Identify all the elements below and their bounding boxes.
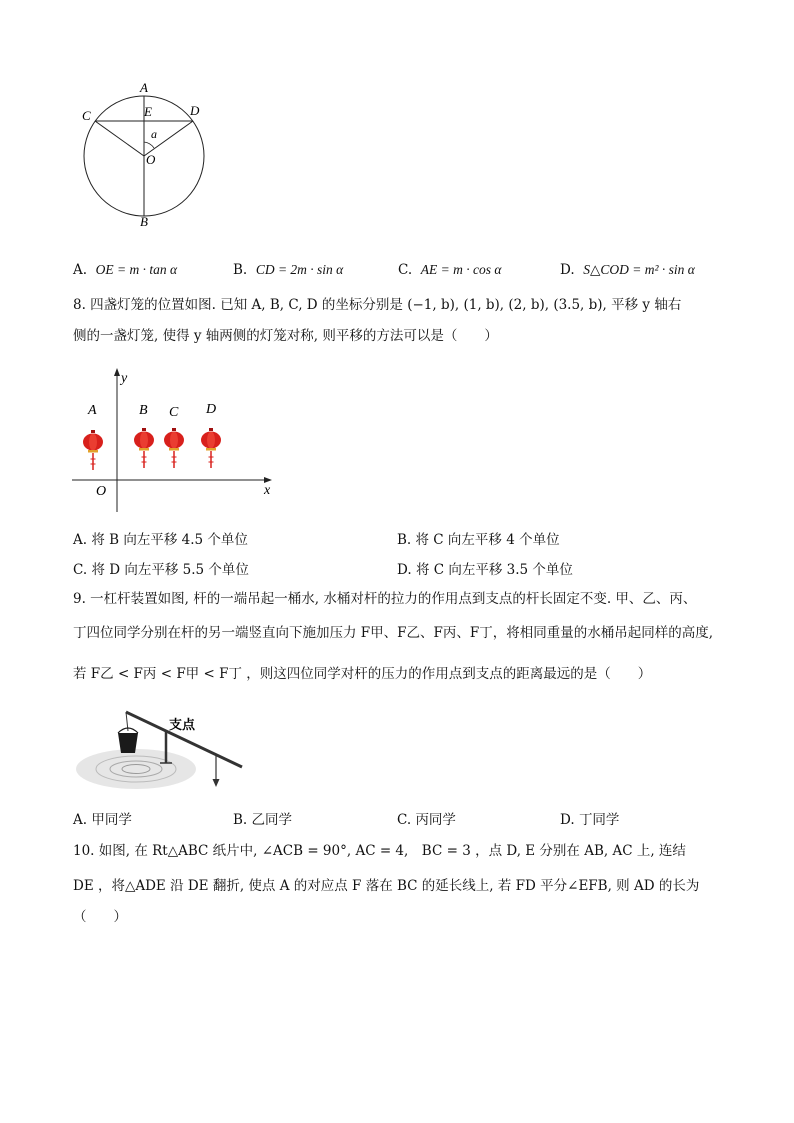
origin-label: O <box>96 484 107 499</box>
q7-option-a: A. OE = m · tan α <box>73 262 178 278</box>
lantern-label-a: A <box>88 403 97 418</box>
bucket <box>118 733 138 753</box>
q9-text-line3: 若 F乙 < F丙 < F甲 < F丁 ，则这四位同学对杆的压力的作用点到支点的距离最远的是（ ） <box>73 666 652 682</box>
label-angle: a <box>151 127 157 141</box>
q8-option-b: B. 将 C 向左平移 4 个单位 <box>397 532 560 548</box>
q10-text-line3: （ ） <box>73 909 127 925</box>
q7-option-c: C. AE = m · cos α <box>398 262 502 278</box>
label-b: B <box>140 214 148 228</box>
lantern-a <box>83 430 103 470</box>
q9-option-a: A. 甲同学 <box>73 812 132 828</box>
q8-option-a: A. 将 B 向左平移 4.5 个单位 <box>73 532 248 548</box>
q9-option-b: B. 乙同学 <box>233 812 293 828</box>
axis-x-label: x <box>264 483 271 498</box>
lantern-label-b: B <box>139 403 148 418</box>
lantern-c <box>164 428 184 468</box>
lantern-d <box>201 428 221 468</box>
lantern-label-d: D <box>206 402 217 417</box>
segment-co <box>95 121 144 156</box>
fulcrum-label: 支点 <box>169 717 196 732</box>
q10-text-line2: DE ，将△ADE 沿 DE 翻折, 使点 A 的对应点 F 落在 BC 的延长线上, 若 FD 平分∠EFB, 则 AD 的长为 <box>73 878 700 894</box>
label-o: O <box>146 152 156 167</box>
lantern-label-c: C <box>169 405 179 420</box>
q8-option-d: D. 将 C 向左平移 3.5 个单位 <box>397 562 573 578</box>
q9-text-line1: 9. 一杠杆装置如图, 杆的一端吊起一桶水, 水桶对杆的拉力的作用点到支点的杆长固定不变. 甲、乙、丙、 <box>73 591 697 607</box>
label-e: E <box>144 104 152 119</box>
label-c: C <box>82 108 91 123</box>
q10-text-line1: 10. 如图, 在 Rt△ABC 纸片中, ∠ACB = 90°, AC = 4, BC = 3 ，点 D, E 分别在 AB, AC 上, 连结 <box>73 843 686 859</box>
q7-option-b: B. CD = 2m · sin α <box>233 262 344 278</box>
q8-text-line2: 侧的一盏灯笼, 使得 y 轴两侧的灯笼对称, 则平移的方法可以是（ ） <box>73 328 498 344</box>
q9-option-c: C. 丙同学 <box>397 812 456 828</box>
q8-text-line1: 8. 四盏灯笼的位置如图. 已知 A, B, C, D 的坐标分别是 (−1, b), (1, b), (2, b), (3.5, b), 平移 y 轴右 <box>73 297 682 313</box>
q9-text-line2: 丁四位同学分别在杆的另一端竖直向下施加压力 F甲、F乙、F丙、F丁，将相同重量的水桶吊起同样的高度, <box>73 625 714 641</box>
axis-y-label: y <box>121 371 128 386</box>
label-a: A <box>140 80 148 95</box>
label-d: D <box>190 103 200 118</box>
lever-figure <box>74 707 246 793</box>
q8-option-c: C. 将 D 向左平移 5.5 个单位 <box>73 562 249 578</box>
q7-option-d: D. S△COD = m² · sin α <box>560 262 695 278</box>
lantern-b <box>134 428 154 468</box>
angle-arc <box>144 142 154 148</box>
lantern-figure <box>68 362 288 518</box>
q9-option-d: D. 丁同学 <box>560 812 620 828</box>
water-surface <box>76 749 196 789</box>
circle-figure <box>74 76 224 228</box>
